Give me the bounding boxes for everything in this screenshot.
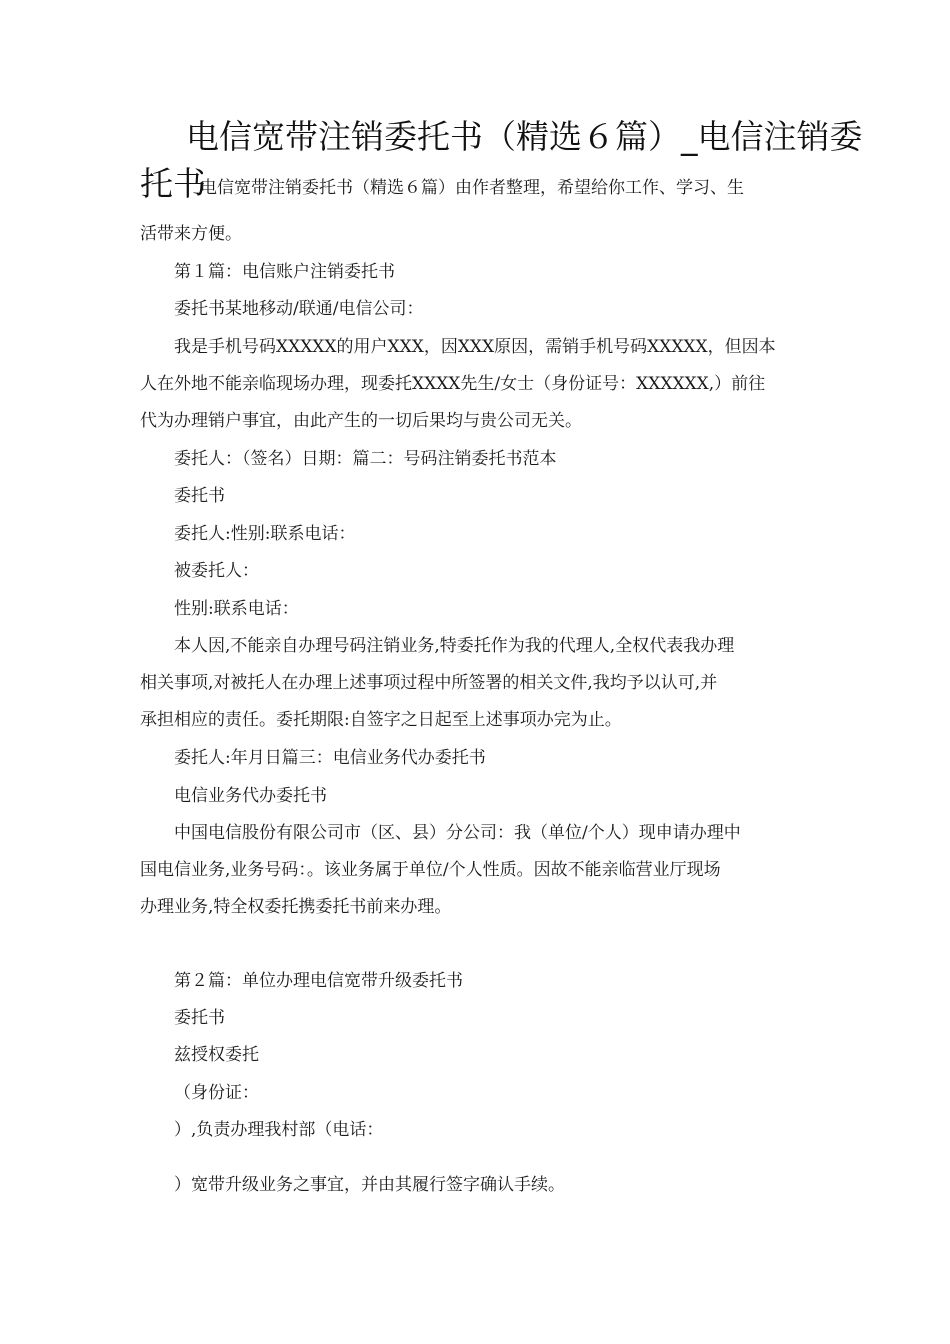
paragraph-line: 办理业务,特全权委托携委托书前来办理。 (140, 897, 452, 917)
paragraph-line: 兹授权委托 (174, 1045, 259, 1065)
intro-text-line-1: 电信宽带注销委托书（精选６篇）由作者整理，希望给你工作、学习、生 (200, 178, 744, 198)
paragraph-line: ）宽带升级业务之事宜，并由其履行签字确认手续。 (174, 1175, 565, 1195)
paragraph-line: 我是手机号码XXXXX的用户XXX，因XXX原因，需销手机号码XXXXX，但因本 (174, 337, 776, 357)
paragraph-line: 委托人:性别:联系电话： (174, 524, 356, 544)
document-title-line-2: 托书 (140, 164, 206, 203)
paragraph-line: 代为办理销户事宜，由此产生的一切后果均与贵公司无关。 (140, 411, 582, 431)
section-heading: 第１篇：电信账户注销委托书 (174, 262, 395, 282)
paragraph-line: 国电信业务,业务号码：。该业务属于单位/个人性质。因故不能亲临营业厅现场 (140, 860, 721, 880)
paragraph-line: 委托书 (174, 486, 225, 506)
paragraph-line: 中国电信股份有限公司市（区、县）分公司：我（单位/个人）现申请办理中 (174, 823, 741, 843)
document-title-line-1: 电信宽带注销委托书（精选６篇）_电信注销委 (186, 117, 863, 156)
paragraph-line: 委托人:年月日篇三：电信业务代办委托书 (174, 748, 486, 768)
intro-text-line-2: 活带来方便。 (140, 224, 242, 244)
paragraph-line: 人在外地不能亲临现场办理，现委托XXXX先生/女士（身份证号：XXXXXX,）前往 (140, 374, 766, 394)
paragraph-line: 电信业务代办委托书 (174, 786, 327, 806)
paragraph-line: 被委托人： (174, 561, 259, 581)
paragraph-line: 性别:联系电话： (174, 599, 299, 619)
section-heading: 第２篇：单位办理电信宽带升级委托书 (174, 971, 463, 991)
paragraph-line: ）,负责办理我村部（电话： (174, 1120, 384, 1140)
paragraph-line: 委托书某地移动/联通/电信公司： (174, 299, 424, 319)
paragraph-line: 本人因,不能亲自办理号码注销业务,特委托作为我的代理人,全权代表我办理 (174, 636, 735, 656)
paragraph-line: 委托书 (174, 1008, 225, 1028)
paragraph-line: 委托人：（签名）日期：篇二：号码注销委托书范本 (174, 449, 557, 469)
paragraph-line: （身份证： (174, 1083, 259, 1103)
paragraph-line: 相关事项,对被托人在办理上述事项过程中所签署的相关文件,我均予以认可,并 (140, 673, 718, 693)
paragraph-line: 承担相应的责任。委托期限:自签字之日起至上述事项办完为止。 (140, 710, 622, 730)
